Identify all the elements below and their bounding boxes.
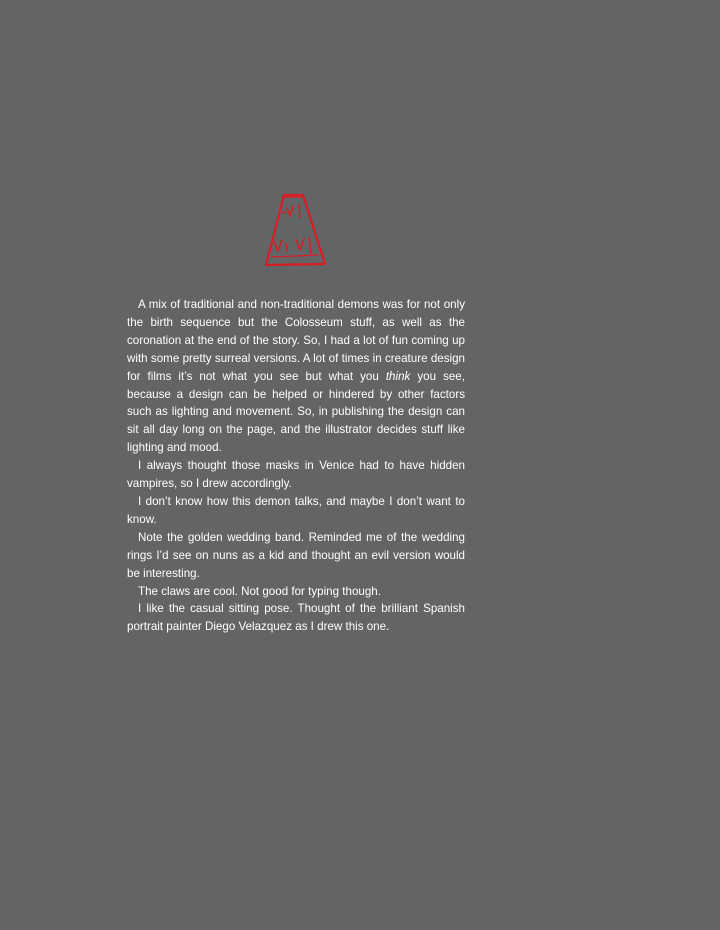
- paragraph-demon-talks: I don’t know how this demon talks, and maybe I don’t want to know.: [127, 494, 465, 526]
- paragraph-claws: The claws are cool. Not good for typing though.: [138, 584, 381, 598]
- paragraph-demons-end: you see, because a design can be helped or hindered by other factors such as lighting and movement. So, in publishing the design can sit all day long on the page, and the illustrator decides stuff like lighting and mood.: [127, 369, 465, 455]
- cone-emblem-icon: [262, 192, 330, 270]
- paragraph-venice-masks: I always thought those masks in Venice had to have hidden vampires, so I drew accordingly.: [127, 459, 465, 491]
- paragraph-demons-start: A mix of traditional and non-traditional demons was for not only the birth sequence but the Colosseum stuff, as well as the coronation at the end of the story. So, I had a lot of fun coming up with some pretty surreal versions. A lot of times in creature design for films it’s not what you see but what you: [127, 298, 465, 383]
- paragraph-sitting-pose: I like the casual sitting pose. Thought of the brilliant Spanish portrait painter Diego Velazquez as I drew this one.: [127, 602, 465, 634]
- article-body: [127, 296, 465, 636]
- emphasis-think: think: [385, 369, 411, 383]
- paragraph-demons: [127, 296, 465, 457]
- cone-emblem-graphic: [262, 192, 330, 270]
- paragraph-wedding-band: Note the golden wedding band. Reminded me of the wedding rings I’d see on nuns as a kid and thought an evil version would be interesting.: [127, 530, 465, 580]
